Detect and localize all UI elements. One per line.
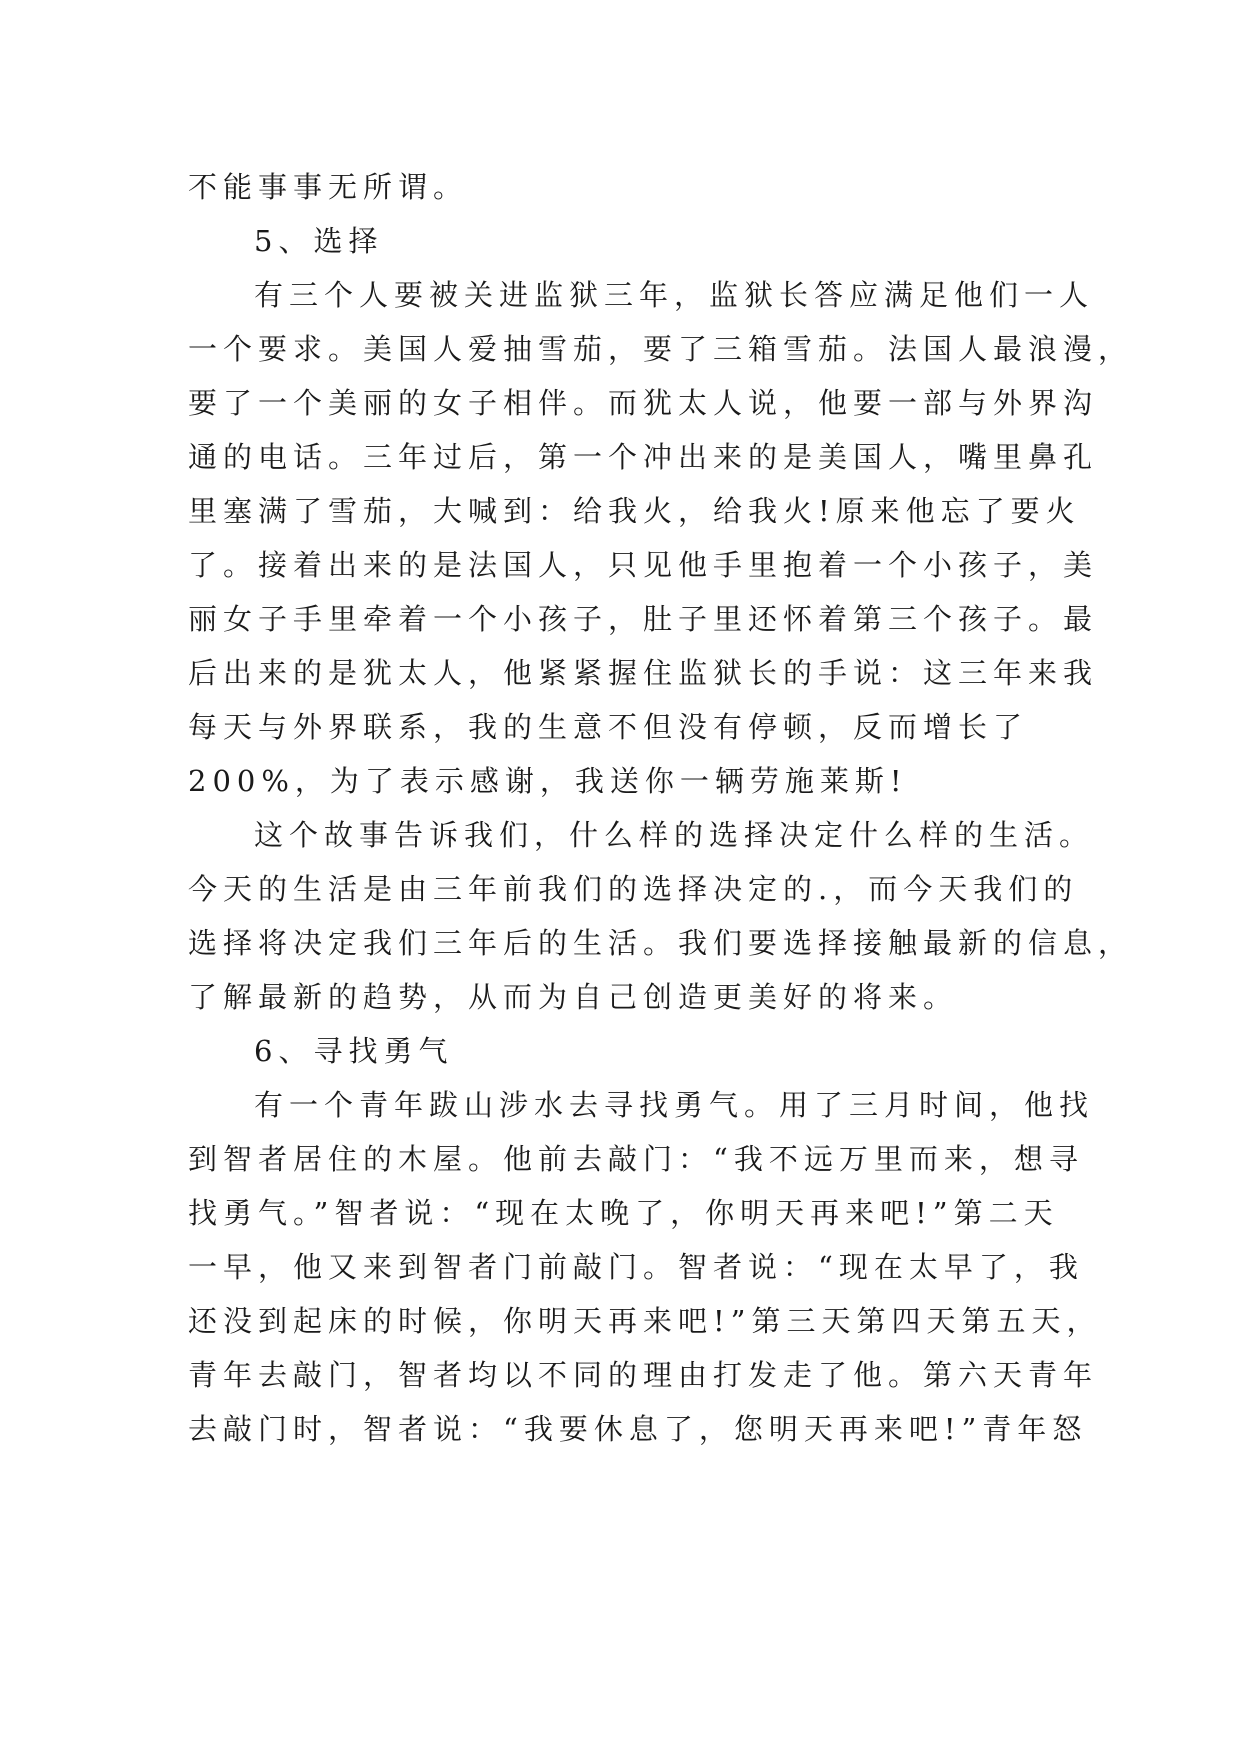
text-line: 有三个人要被关进监狱三年，监狱长答应满足他们一人 <box>254 278 1095 312</box>
text-line: 要了一个美丽的女子相伴。而犹太人说，他要一部与外界沟 <box>188 386 1099 420</box>
text-line: 一个要求。美国人爱抽雪茄，要了三箱雪茄。法国人最浪漫， <box>188 332 1134 366</box>
text-line: 通的电话。三年过后，第一个冲出来的是美国人，嘴里鼻孔 <box>188 440 1099 474</box>
text-line: 找勇气。”智者说：“现在太晚了，你明天再来吧!”第二天 <box>188 1196 1059 1230</box>
text-line: 今天的生活是由三年前我们的选择决定的.，而今天我们的 <box>188 872 1079 906</box>
text-line: 不能事事无所谓。 <box>188 170 469 204</box>
text-line: 每天与外界联系，我的生意不但没有停顿，反而增长了 <box>188 710 1029 744</box>
text-line: 里塞满了雪茄，大喊到：给我火，给我火!原来他忘了要火 <box>188 494 1081 528</box>
text-line: 了。接着出来的是法国人，只见他手里抱着一个小孩子，美 <box>188 548 1099 582</box>
text-line: 丽女子手里牵着一个小孩子，肚子里还怀着第三个孩子。最 <box>188 602 1099 636</box>
text-line: 青年去敲门，智者均以不同的理由打发走了他。第六天青年 <box>188 1358 1099 1392</box>
text-line: 到智者居住的木屋。他前去敲门：“我不远万里而来，想寻 <box>188 1142 1084 1176</box>
text-line: 去敲门时，智者说：“我要休息了，您明天再来吧!”青年怒 <box>188 1412 1088 1446</box>
section-heading-courage: 6、寻找勇气 <box>254 1034 454 1068</box>
text-line: 后出来的是犹太人，他紧紧握住监狱长的手说：这三年来我 <box>188 656 1099 690</box>
text-line: 还没到起床的时候，你明天再来吧!”第三天第四天第五天， <box>188 1304 1102 1338</box>
text-line: 选择将决定我们三年后的生活。我们要选择接触最新的信息， <box>188 926 1134 960</box>
text-line: 这个故事告诉我们，什么样的选择决定什么样的生活。 <box>254 818 1095 852</box>
text-line: 一早，他又来到智者门前敲门。智者说：“现在太早了，我 <box>188 1250 1084 1284</box>
document-body <box>188 160 1134 1456</box>
text-line: 了解最新的趋势，从而为自己创造更美好的将来。 <box>188 980 959 1014</box>
section-heading-choice: 5、选择 <box>254 224 384 258</box>
text-line: 200%，为了表示感谢，我送你一辆劳施莱斯! <box>188 764 908 798</box>
text-line: 有一个青年跋山涉水去寻找勇气。用了三月时间，他找 <box>254 1088 1095 1122</box>
